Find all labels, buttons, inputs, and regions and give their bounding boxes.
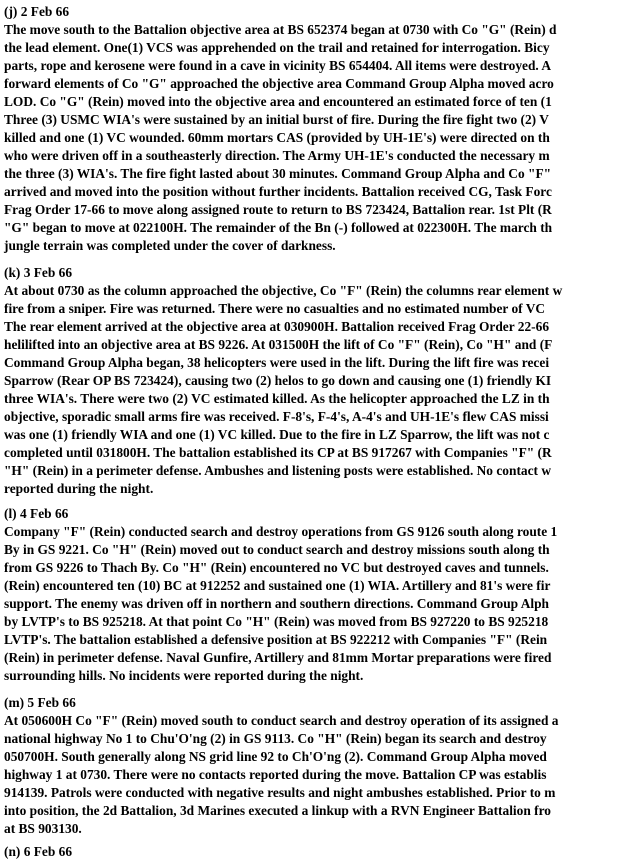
text-line: support. The enemy was driven off in northern and southern directions. Command Group Alph [4, 596, 550, 611]
section-l [4, 504, 640, 685]
section-n [4, 842, 640, 861]
text-line: The move south to the Battalion objective area at BS 652374 began at 0730 with Co "G" (Rein) d [4, 22, 557, 37]
text-line: by LVTP's to BS 925218. At that point Co "H" (Rein) was moved from BS 927220 to BS 925218 [4, 614, 549, 629]
section-m [4, 693, 640, 838]
text-line: the lead element. One(1) VCS was apprehended on the trail and retained for interrogation. Bicy [4, 40, 550, 55]
text-line: surrounding hills. No incidents were reported during the night. [4, 668, 364, 683]
text-line: was one (1) friendly WIA and one (1) VC killed. Due to the fire in LZ Sparrow, the lift was not c [4, 427, 550, 442]
text-line: jungle terrain was completed under the cover of darkness. [4, 238, 336, 253]
text-line: "H" (Rein) in a perimeter defense. Ambushes and listening posts were established. No contact w [4, 463, 552, 478]
text-line: the three (3) WIA's. The fire fight lasted about 30 minutes. Command Group Alpha and Co "F" [4, 166, 552, 181]
text-line: objective, sporadic small arms fire was received. F-8's, F-4's, A-4's and UH-1E's flew CAS missi [4, 409, 549, 424]
text-line: Three (3) USMC WIA's were sustained by an initial burst of fire. During the fire fight two (2) V [4, 112, 549, 127]
text-line: At about 0730 as the column approached the objective, Co "F" (Rein) the columns rear element w [4, 283, 563, 298]
text-line: national highway No 1 to Chu'O'ng (2) in GS 9113. Co "H" (Rein) began its search and destroy [4, 731, 547, 746]
text-line: Command Group Alpha began, 38 helicopters were used in the lift. During the lift fire was recei [4, 355, 550, 370]
text-line: into position, the 2d Battalion, 3d Marines executed a linkup with a RVN Engineer Battalion fro [4, 803, 551, 818]
text-line: forward elements of Co "G" approached the objective area Command Group Alpha moved acro [4, 76, 554, 91]
text-line: (Rein) in perimeter defense. Naval Gunfire, Artillery and 81mm Mortar preparations were fired [4, 650, 552, 665]
text-line: "G" began to move at 022100H. The remainder of the Bn (-) followed at 022300H. The march th [4, 220, 553, 235]
section-j [4, 2, 640, 255]
text-line: Frag Order 17-66 to move along assigned route to return to BS 723424, Battalion rear. 1st Plt (R [4, 202, 552, 217]
text-line: (Rein) encountered ten (10) BC at 912252 and sustained one (1) WIA. Artillery and 81's were fir [4, 578, 551, 593]
section-heading: (m) 5 Feb 66 [4, 695, 76, 710]
text-line: completed until 031800H. The battalion established its CP at BS 917267 with Companies "F" (R [4, 445, 552, 460]
text-line: helilifted into an objective area at BS 9226. At 031500H the lift of Co "F" (Rein), Co "H" and (F [4, 337, 553, 352]
text-line: fire from a sniper. Fire was returned. There were no casualties and no estimated number of VC [4, 301, 546, 316]
text-line: reported during the night. [4, 481, 154, 496]
text-line: three WIA's. There were two (2) VC estimated killed. As the helicopter approached the LZ in th [4, 391, 550, 406]
text-line: By in GS 9221. Co "H" (Rein) moved out to conduct search and destroy missions south along th [4, 542, 550, 557]
text-line: Company "F" (Rein) conducted search and destroy operations from GS 9126 south along route 1 [4, 524, 558, 539]
text-line: At 050600H Co "F" (Rein) moved south to conduct search and destroy operation of its assigned a [4, 713, 559, 728]
text-line: arrived and moved into the position without further incidents. Battalion received CG, Task Forc [4, 184, 552, 199]
text-line: LOD. Co "G" (Rein) moved into the objective area and encountered an estimated force of ten (1 [4, 94, 552, 109]
text-line: from GS 9226 to Thach By. Co "H" (Rein) encountered no VC but destroyed caves and tunnels. [4, 560, 549, 575]
text-line: at BS 903130. [4, 821, 82, 836]
section-heading: (l) 4 Feb 66 [4, 506, 69, 521]
text-line: The rear element arrived at the objective area at 030900H. Battalion received Frag Order 22-66 [4, 319, 550, 334]
section-k [4, 263, 640, 498]
section-heading: (n) 6 Feb 66 [4, 844, 73, 859]
text-line: 050700H. South generally along NS grid line 92 to Ch'O'ng (2). Command Group Alpha moved [4, 749, 547, 764]
text-line: highway 1 at 0730. There were no contacts reported during the move. Battalion CP was establis [4, 767, 547, 782]
section-heading: (k) 3 Feb 66 [4, 265, 73, 280]
text-line: parts, rope and kerosene were found in a cave in vicinity BS 654404. All items were destroyed. A [4, 58, 552, 73]
text-line: Sparrow (Rear OP BS 723424), causing two (2) helos to go down and causing one (1) friendly KI [4, 373, 552, 388]
text-line: LVTP's. The battalion established a defensive position at BS 922212 with Companies "F" (Rein [4, 632, 548, 647]
text-line: killed and one (1) VC wounded. 60mm mortars CAS (provided by UH-1E's) were directed on th [4, 130, 550, 145]
text-line: who were driven off in a southeasterly direction. The Army UH-1E's conducted the necessary m [4, 148, 550, 163]
section-heading: (j) 2 Feb 66 [4, 4, 70, 19]
text-line: 914139. Patrols were conducted with negative results and night ambushes established. Prior to m [4, 785, 556, 800]
